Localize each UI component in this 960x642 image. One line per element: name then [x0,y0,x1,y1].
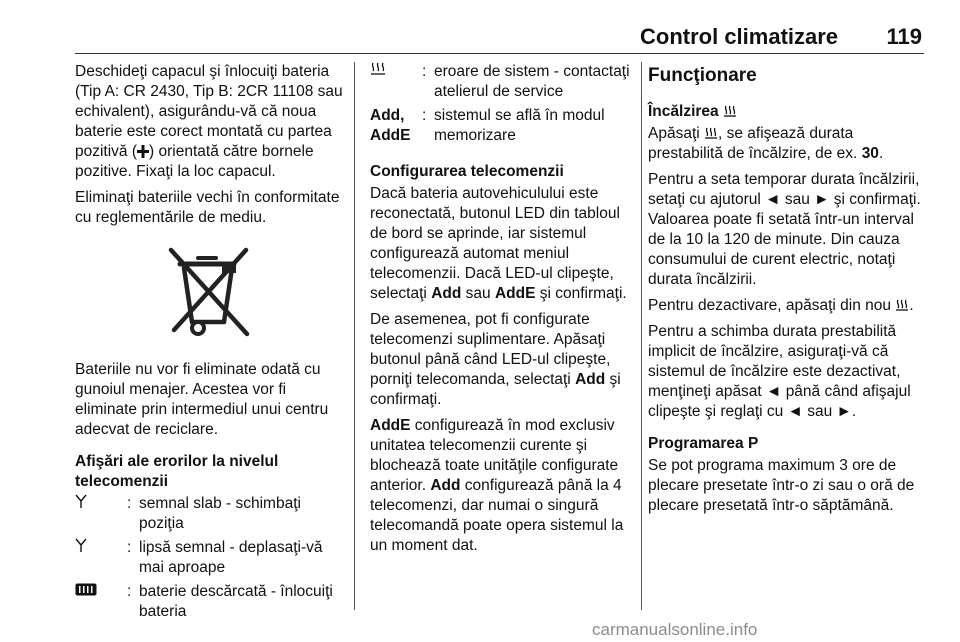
def-row-system-error [370,62,632,102]
watermark: carmanualsonline.info [592,620,758,639]
def-text: eroare de sistem - contactaţi atelierul de service [434,63,630,100]
error-row-battery-low [75,582,347,622]
column-divider-2 [641,62,642,610]
error-text: baterie descărcată - înlocuiţi bateria [139,583,333,620]
colon: : [127,495,132,512]
errors-heading: Afişări ale erorilor la nivelul telecomenzii [75,453,279,490]
adde-label: AddE [494,285,536,302]
heater-icon [370,62,386,76]
text: Pentru dezactivare, apăsaţi din nou [648,297,891,314]
text: De asemenea, pot fi configurate telecomenzi suplimentare. Apăsaţi butonul până când LED-ul clipeşte, porniţi telecomanda, selectaţi [370,311,611,388]
heater-icon [895,299,909,312]
header-title: Control climatizare [640,24,839,49]
battery-replace-text: Deschideţi capacul şi înlocuiţi bateria (Tip A: CR 2430, Tip B: 2CR 11108 sau echivalent), asigurându-vă că noua baterie este corect montată cu partea pozitivă ( [75,63,343,160]
section-title: Funcţionare [648,65,757,86]
config-paragraph-2 [370,310,632,410]
text: şi confirmaţi. [539,285,627,302]
text: sau [465,285,491,302]
crossed-bin-icon [168,242,254,342]
heating-paragraph-4: Pentru a schimba durata prestabilită implicit de încălzire, asiguraţi-vă că sistemul de încălzire este dezactivat, menţineţi apăsat ◄ până când afişajul clipeşte şi reglaţi cu ◄ sau ►. [648,323,911,420]
programming-heading: Programarea P [648,435,759,452]
error-text: semnal slab - schimbaţi poziţia [139,495,301,532]
heating-heading [648,102,928,122]
def-key: Add, AddE [370,107,411,144]
error-text: lipsă semnal - deplasaţi-vă mai aproape [139,539,323,576]
battery-low-icon [75,583,97,596]
config-paragraph-3 [370,416,632,556]
colon: : [127,583,132,600]
battery-replace-paragraph [75,62,347,182]
weak-signal-icon [75,494,87,509]
error-row-weak-signal [75,494,347,534]
text: Apăsaţi [648,125,700,142]
config-paragraph-1 [370,184,632,304]
battery-replace-text-tail: ) orientată către bornele pozitive. Fixaţi la loc capacul. [75,143,314,180]
default-duration-value: 30 [861,145,879,162]
heating-paragraph-1: Apăsaţi , se afişează durata prestabilită de încălzire, de ex. 30. [648,125,884,162]
config-heading: Configurarea telecomenzii [370,163,564,180]
disposal-paragraph: Eliminaţi bateriile vechi în conformitate cu reglementările de mediu. [75,189,340,226]
page-number: 119 [886,24,922,49]
error-row-no-signal [75,538,347,578]
colon: : [127,539,132,556]
colon: : [422,63,427,80]
add-label: Add [575,371,606,388]
def-text: sistemul se află în modul memorizare [434,107,605,144]
recycling-paragraph: Bateriile nu vor fi eliminate odată cu gunoiul menajer. Acestea vor fi eliminate prin intermediul unui centru adecvat de reciclare. [75,361,329,438]
add-label: Add [431,285,462,302]
def-row-add-mode [370,106,632,146]
heating-paragraph-2: Pentru a seta temporar durata încălzirii, setaţi cu ajutorul ◄ sau ► şi confirmaţi. Valoarea poate fi setată într-un interval de la 10 la 120 de minute. Din cauza consumului de curent electric, notaţi durata încălzirii. [648,171,921,288]
adde-label: AddE [370,417,411,434]
heater-icon [723,105,737,118]
text: Încălzirea [648,103,719,120]
text: configurează în mod exclusiv unitatea telecomenzii curente şi blochează toate unităţile configurate anterior. [370,417,619,494]
column-divider-1 [354,62,355,610]
heating-paragraph-3: Pentru dezactivare, apăsaţi din nou . [648,297,914,314]
colon: : [422,107,427,124]
text: Dacă bateria autovehiculului este reconectată, butonul LED din tabloul de bord se aprinde, iar sistemul configurează automat meniul telecomenzii. Dacă LED-ul clipeşte, selectaţi [370,185,620,302]
text: , se afişează durata prestabilită de încălzire, de ex. [648,125,858,162]
no-signal-icon [75,538,87,553]
column-3 [648,62,928,522]
column-1 [75,62,347,626]
header-rule [75,53,924,54]
add-label: Add [430,477,461,494]
heater-icon [704,127,718,140]
text: şi confirmaţi. [370,371,621,408]
column-2 [370,62,632,562]
text: configurează până la 4 telecomenzi, dar numai o singură telecomandă poate opera sistemul la un moment dat. [370,477,624,554]
programming-paragraph: Se pot programa maximum 3 ore de plecare presetate într-o zi sau o oră de plecare presetată într-o săptămână. [648,457,915,514]
plus-icon [137,145,149,158]
